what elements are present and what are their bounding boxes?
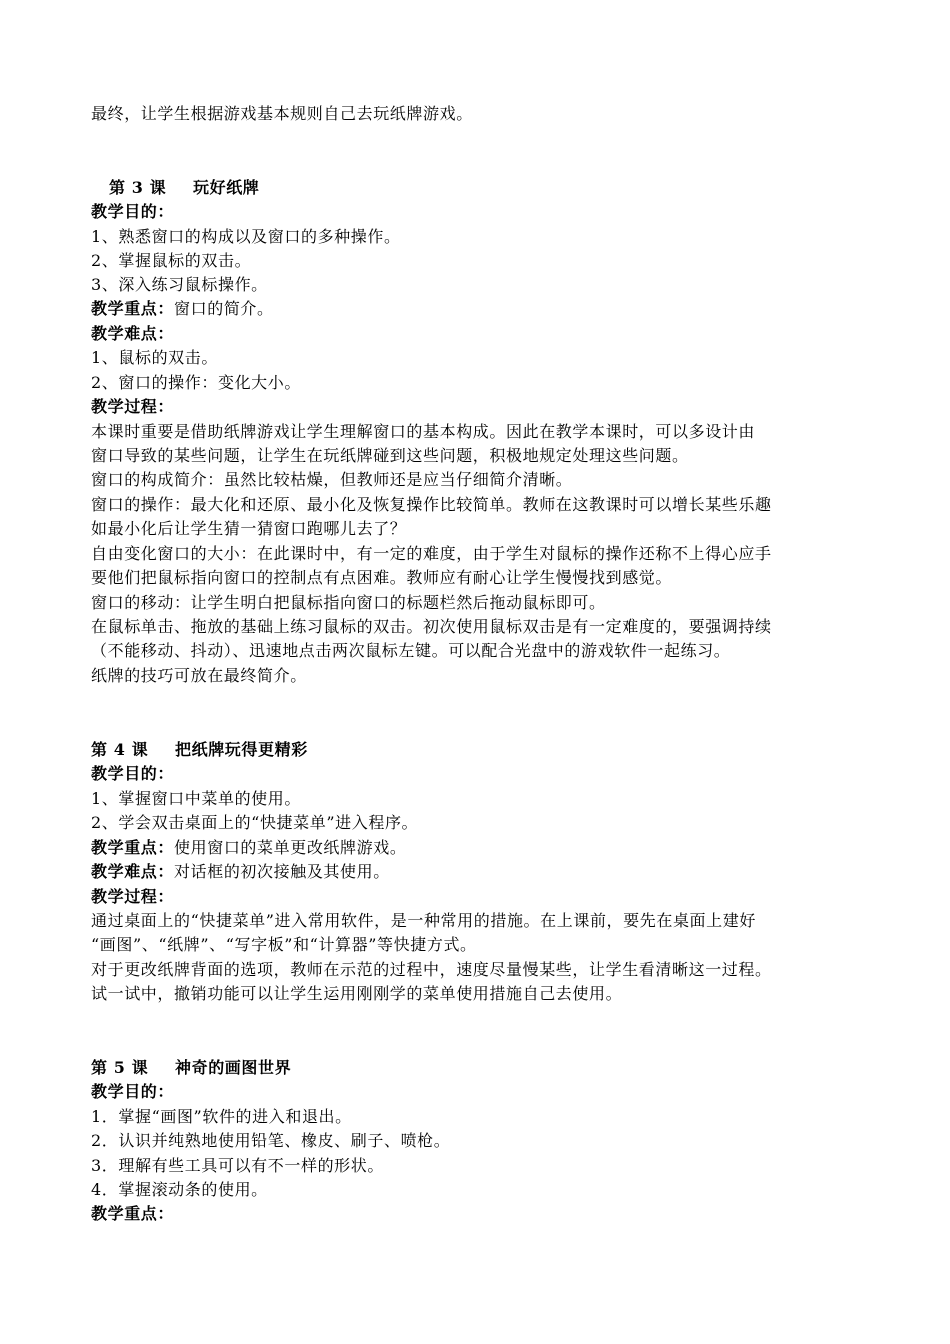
lesson3-process-line-5: 如最小化后让学生猜一猜窗口跑哪儿去了？ [91, 519, 407, 538]
lesson3-process-line-7: 要他们把鼠标指向窗口的控制点有点困难。教师应有耐心让学生慢慢找到感觉。 [91, 568, 673, 587]
lesson5-goal-3: 3．理解有些工具可以有不一样的形状。 [91, 1156, 384, 1175]
lesson3-process-line-11: 纸牌的技巧可放在最终简介。 [91, 666, 307, 685]
lesson3-number: 第 3 课 [109, 178, 167, 197]
lesson4-key-point [91, 836, 890, 860]
lesson4-key-text: 使用窗口的菜单更改纸牌游戏。 [174, 838, 407, 857]
lesson4-number: 第 4 课 [91, 740, 149, 759]
lesson5-goal-4: 4．掌握滚动条的使用。 [91, 1180, 268, 1199]
lesson4-goal-2: 2、学会双击桌面上的“快捷菜单”进入程序。 [91, 813, 419, 832]
lesson4-goal-1: 1、掌握窗口中菜单的使用。 [91, 789, 301, 808]
lesson5-goal-1: 1．掌握“画图”软件的进入和退出。 [91, 1107, 352, 1126]
lesson3-goal-2: 2、掌握鼠标的双击。 [91, 251, 252, 270]
lesson4-difficulty-label: 教学难点： [91, 862, 175, 881]
lesson4-process-label: 教学过程： [91, 887, 175, 906]
lesson4-difficulty [91, 860, 890, 884]
lesson4-process-line-4: 试一试中，撤销功能可以让学生运用刚刚学的菜单使用措施自己去使用。 [91, 984, 623, 1003]
lesson3-process-label: 教学过程： [91, 397, 175, 416]
lesson5-number: 第 5 课 [91, 1058, 149, 1077]
lesson3-process-line-2: 窗口导致的某些问题，让学生在玩纸牌碰到这些问题，积极地规定处理这些问题。 [91, 446, 689, 465]
lesson4-process-line-3: 对于更改纸牌背面的选项，教师在示范的过程中，速度尽量慢某些，让学生看清晰这一过程。 [91, 960, 772, 979]
lesson3-key-text: 窗口的简介。 [174, 299, 274, 318]
lesson4-goals-label: 教学目的： [91, 764, 175, 783]
lesson5-key-label: 教学重点： [91, 1204, 175, 1223]
lesson5-goals-label: 教学目的： [91, 1082, 175, 1101]
lesson3-key-label: 教学重点： [91, 299, 175, 318]
lesson3-heading [109, 176, 890, 200]
lesson3-difficulty-label: 教学难点： [91, 324, 175, 343]
lesson4-process-line-1: 通过桌面上的“快捷菜单”进入常用软件，是一种常用的措施。在上课前，要先在桌面上建好 [91, 911, 756, 930]
lesson4-key-label: 教学重点： [91, 838, 175, 857]
lesson3-key-point [91, 297, 890, 321]
lesson4-title: 把纸牌玩得更精彩 [175, 740, 308, 759]
lesson4-heading [91, 738, 890, 762]
lesson3-process-line-6: 自由变化窗口的大小：在此课时中，有一定的难度，由于学生对鼠标的操作还称不上得心应手 [91, 544, 772, 563]
lesson4-process-line-2: “画图”、“纸牌”、“写字板”和“计算器”等快捷方式。 [91, 935, 477, 954]
lesson3-difficulty-2: 2、窗口的操作：变化大小。 [91, 373, 301, 392]
lesson3-goals-label: 教学目的： [91, 202, 175, 221]
lesson3-goal-1: 1、熟悉窗口的构成以及窗口的多种操作。 [91, 227, 401, 246]
lesson3-goal-3: 3、深入练习鼠标操作。 [91, 275, 268, 294]
lesson3-process-line-1: 本课时重要是借助纸牌游戏让学生理解窗口的基本构成。因此在教学本课时，可以多设计由 [91, 422, 756, 441]
lesson4-difficulty-text: 对话框的初次接触及其使用。 [174, 862, 390, 881]
lesson5-title: 神奇的画图世界 [175, 1058, 292, 1077]
lesson5-goal-2: 2．认识并纯熟地使用铅笔、橡皮、刷子、喷枪。 [91, 1131, 451, 1150]
lesson3-process-line-3: 窗口的构成简介：虽然比较枯燥，但教师还是应当仔细简介清晰。 [91, 470, 573, 489]
lesson3-process-line-4: 窗口的操作：最大化和还原、最小化及恢复操作比较简单。教师在这教课时可以增长某些乐趣 [91, 495, 772, 514]
lesson5-heading [91, 1056, 890, 1080]
lesson3-title: 玩好纸牌 [193, 178, 260, 197]
intro-line: 最终，让学生根据游戏基本规则自己去玩纸牌游戏。 [91, 104, 473, 123]
lesson3-process-line-8: 窗口的移动：让学生明白把鼠标指向窗口的标题栏然后拖动鼠标即可。 [91, 593, 606, 612]
lesson3-difficulty-1: 1、鼠标的双击。 [91, 348, 218, 367]
lesson3-process-line-10: （不能移动、抖动）、迅速地点击两次鼠标左键。可以配合光盘中的游戏软件一起练习。 [91, 641, 731, 660]
lesson3-process-line-9: 在鼠标单击、拖放的基础上练习鼠标的双击。初次使用鼠标双击是有一定难度的，要强调持续 [91, 617, 772, 636]
